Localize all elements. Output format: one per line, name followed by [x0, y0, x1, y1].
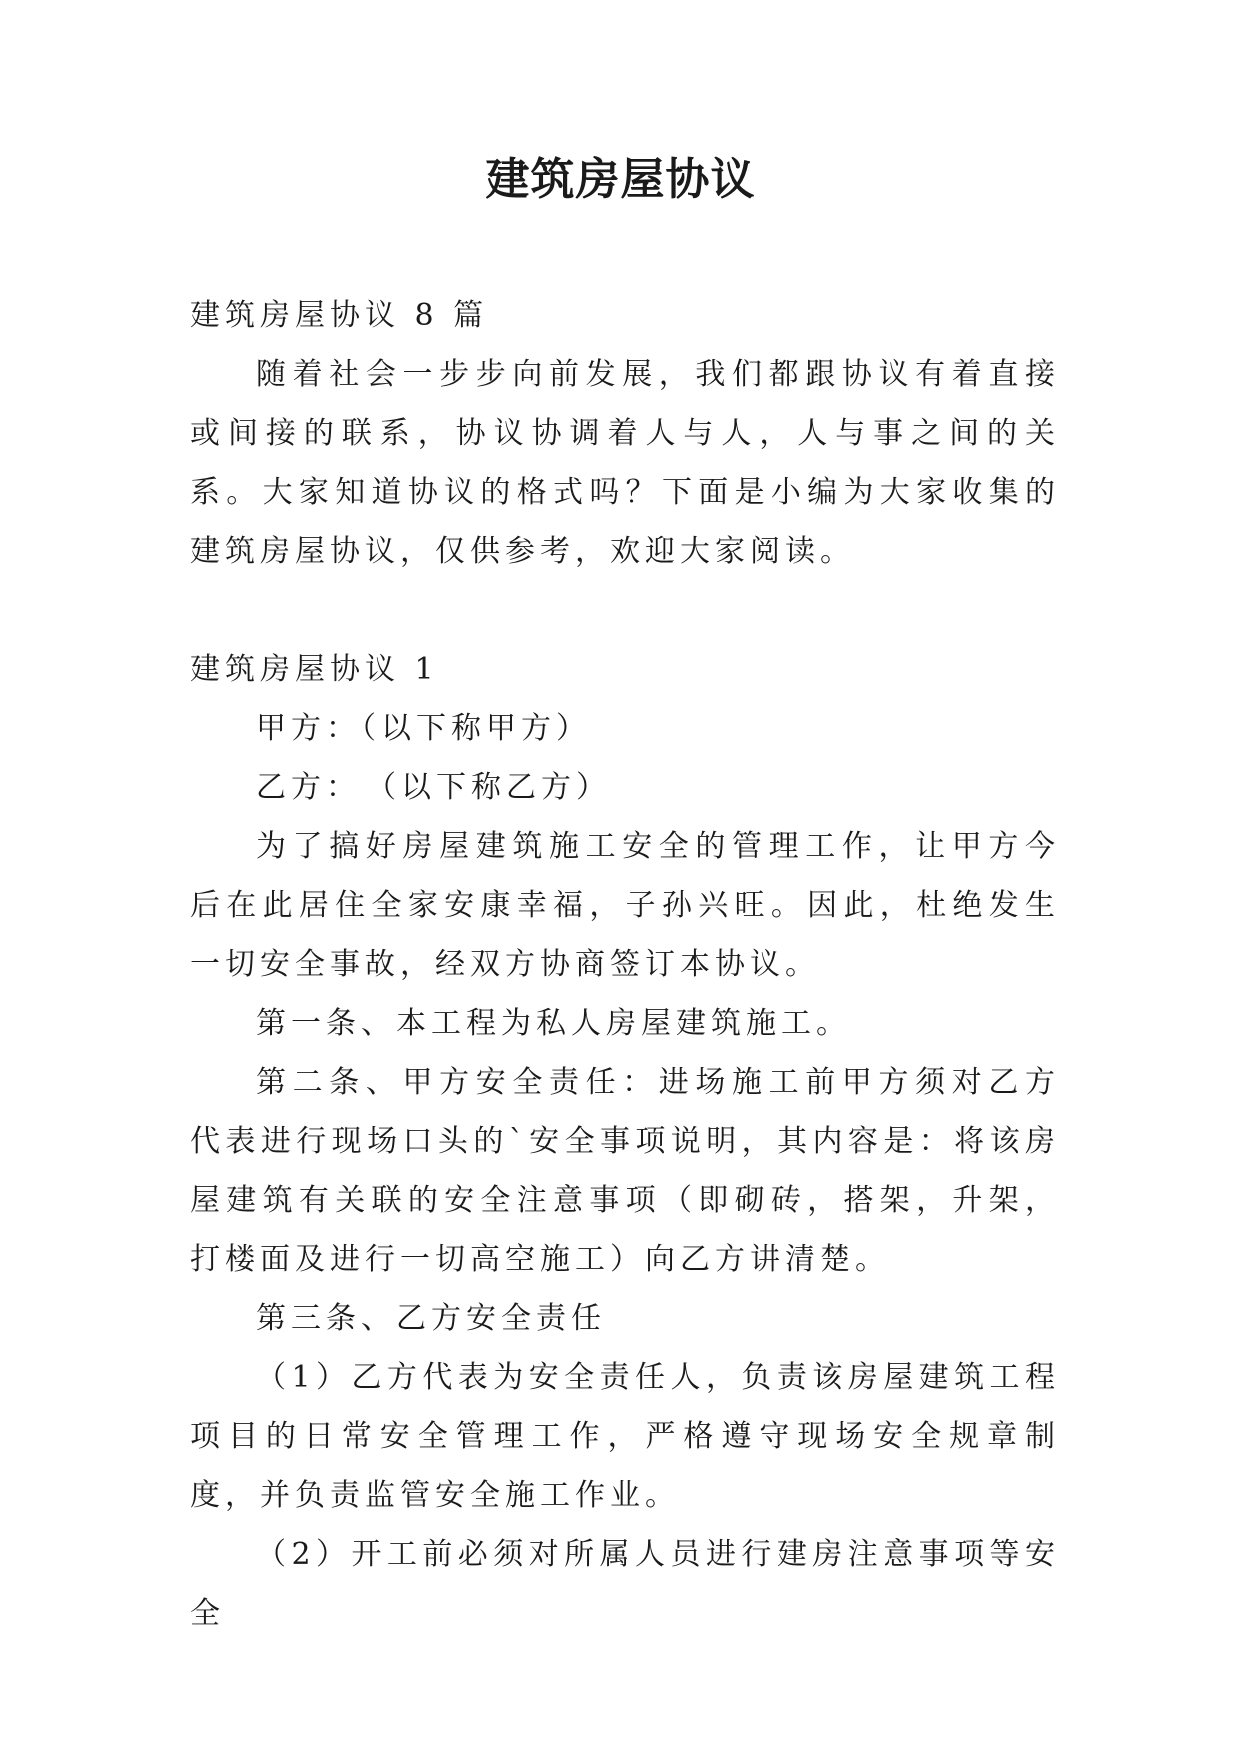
document-subtitle: 建筑房屋协议 8 篇 — [190, 298, 489, 333]
section-heading: 建筑房屋协议 1 — [190, 652, 439, 687]
article-3-heading: 第三条、乙方安全责任 — [256, 1301, 606, 1336]
document-title: 建筑房屋协议 — [485, 154, 756, 205]
article-3-item-2: （2）开工前必须对所属人员进行建房注意事项等安全 — [190, 1537, 1060, 1631]
party-a-line: 甲方：（以下称甲方） — [256, 711, 591, 746]
document-body — [190, 286, 1060, 1643]
intro-paragraph: 随着社会一步步向前发展，我们都跟协议有着直接或间接的联系，协议协调着人与人，人与事之间的关系。大家知道协议的格式吗？下面是小编为大家收集的建筑房屋协议，仅供参考，欢迎大家阅读。 — [190, 357, 1060, 569]
article-3-item-1: （1）乙方代表为安全责任人，负责该房屋建筑工程项目的日常安全管理工作，严格遵守现场安全规章制度，并负责监管安全施工作业。 — [190, 1360, 1060, 1513]
article-1: 第一条、本工程为私人房屋建筑施工。 — [256, 1006, 851, 1041]
purpose-paragraph: 为了搞好房屋建筑施工安全的管理工作，让甲方今后在此居住全家安康幸福，子孙兴旺。因此，杜绝发生一切安全事故，经双方协商签订本协议。 — [190, 829, 1060, 982]
party-b-line: 乙方： （以下称乙方） — [256, 770, 611, 805]
article-2: 第二条、甲方安全责任：进场施工前甲方须对乙方代表进行现场口头的`安全事项说明，其内容是：将该房屋建筑有关联的安全注意事项（即砌砖，搭架，升架，打楼面及进行一切高空施工）向乙方讲清楚。 — [190, 1065, 1060, 1277]
